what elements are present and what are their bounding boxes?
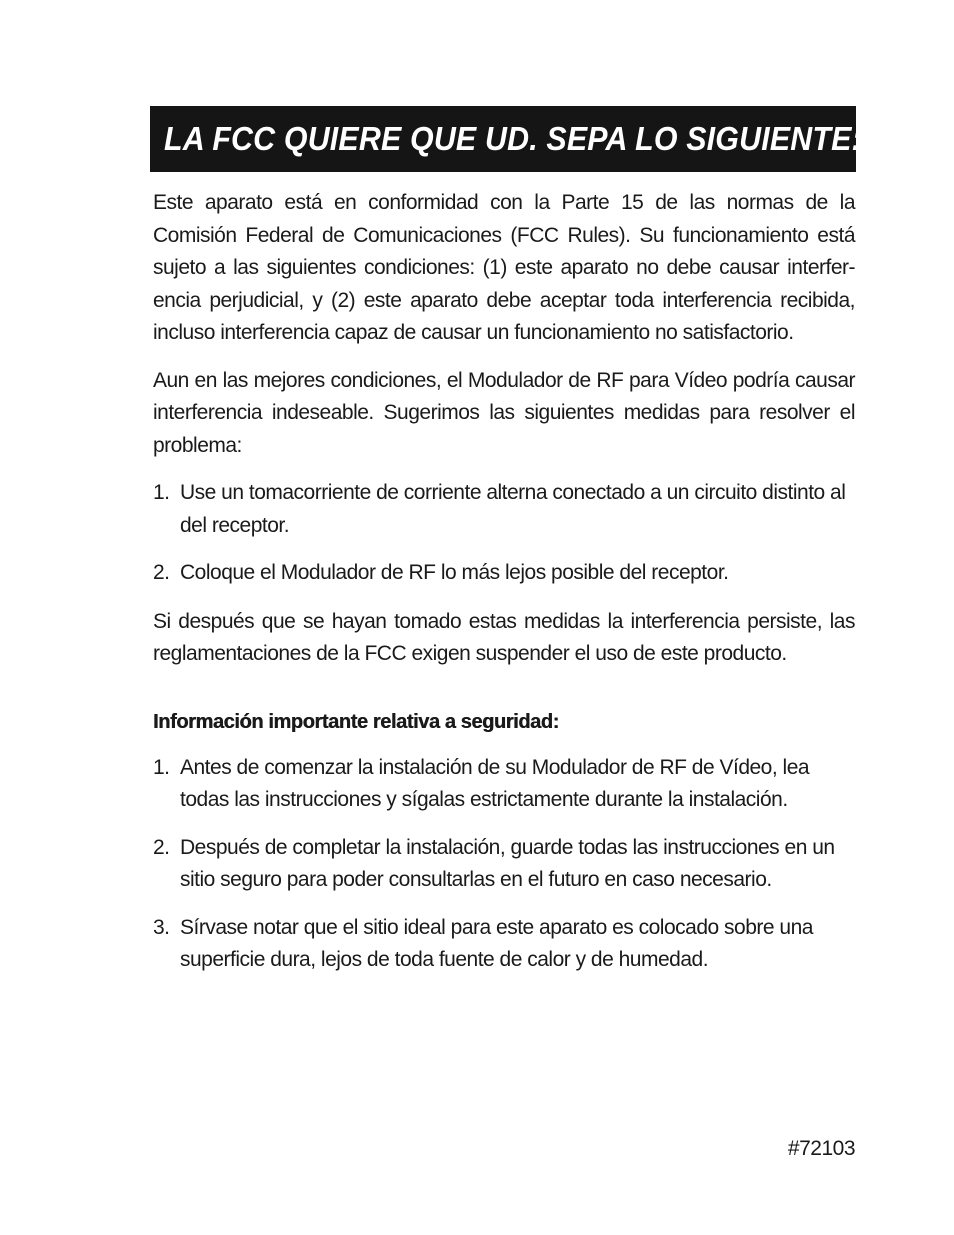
document-body xyxy=(153,187,855,993)
closing-paragraph: Si después que se hayan tomado estas medidas la interferencia persiste, las reglamentaciones de la FCC exigen suspender el uso de este producto. xyxy=(153,609,855,665)
list-item-number: 3. xyxy=(153,915,170,939)
list-item xyxy=(153,477,855,542)
list-item-number: 1. xyxy=(153,481,170,504)
list-item xyxy=(153,557,855,590)
list-item-text: Después de completar la instalación, guarde todas las instrucciones en un sitio seguro para poder consultarlas en el futuro en caso necesario. xyxy=(180,835,835,891)
list-item-number: 1. xyxy=(153,755,170,779)
safety-heading: Información importante relativa a seguridad: xyxy=(153,710,559,733)
safety-list xyxy=(153,752,855,977)
product-code: #72103 xyxy=(787,1137,855,1160)
list-item xyxy=(153,832,855,897)
list-item-text: Sírvase notar que el sitio ideal para este aparato es colocado sobre una superficie dura, lejos de toda fuente de calor y de humedad. xyxy=(180,915,813,971)
list-item-number: 2. xyxy=(153,835,170,859)
document-page xyxy=(153,0,862,1235)
list-item-number: 2. xyxy=(153,561,170,584)
page-title: LA FCC QUIERE QUE UD. SEPA LO SIGUIENTE: xyxy=(164,120,862,157)
list-item xyxy=(153,912,855,977)
list-item xyxy=(153,752,855,817)
list-item-text: Coloque el Modulador de RF lo más lejos posible del receptor. xyxy=(180,561,729,584)
interference-paragraph: Aun en las mejores condiciones, el Modulador de RF para Vídeo podría causar interferencia indeseable. Sugerimos las siguientes medidas para resolver el problema: xyxy=(153,368,855,457)
title-banner xyxy=(150,106,862,172)
list-item-text: Antes de comenzar la instalación de su Modulador de RF de Vídeo, lea todas las instrucciones y sígalas estrictamente durante la instalación. xyxy=(180,755,810,811)
list-item-text: Use un tomacorriente de corriente alterna conectado a un circuito distinto al del receptor. xyxy=(180,481,846,537)
fcc-compliance-paragraph: Este aparato está en conformidad con la Parte 15 de las normas de la Comisión Federal de Comunicaciones (FCC Rules). Su funcionamiento está sujeto a las siguientes condiciones: (1) este aparato no debe causar interfer-encia perjudicial, y (2) este aparato debe aceptar toda interferencia recibida, incluso interferencia capaz de causar un funcionamiento no satisfactorio. xyxy=(153,191,855,344)
measures-list xyxy=(153,477,855,590)
